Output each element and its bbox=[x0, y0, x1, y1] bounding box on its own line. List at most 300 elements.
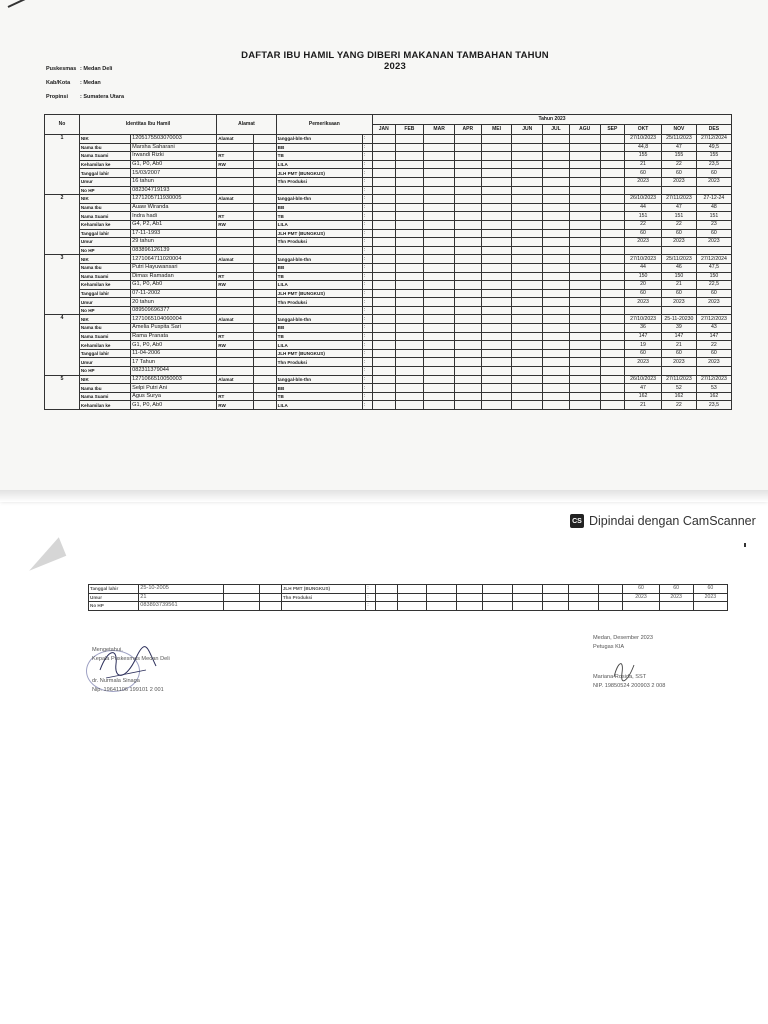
field-label: No HP bbox=[89, 602, 139, 611]
address-value bbox=[254, 203, 277, 212]
month-cell-nov: 47 bbox=[662, 203, 697, 212]
month-cell-okt: 27/10/2023 bbox=[625, 315, 662, 324]
month-cell-empty bbox=[481, 169, 512, 178]
month-cell-empty bbox=[481, 220, 512, 229]
field-value: Selpi Putri Ani bbox=[131, 384, 217, 393]
field-value: G1, P0, Ab0 bbox=[131, 341, 217, 350]
month-cell-empty bbox=[424, 212, 455, 221]
sig-left-line1: Mengetahui, bbox=[92, 647, 123, 653]
exam-label: Thn Produksi bbox=[276, 177, 362, 186]
month-cell-empty bbox=[373, 358, 396, 367]
address-value bbox=[254, 212, 277, 221]
month-cell-des: 49,5 bbox=[696, 143, 731, 152]
month-cell-empty bbox=[543, 367, 570, 376]
exam-colon: : bbox=[362, 298, 372, 307]
month-cell-okt: 44 bbox=[625, 263, 662, 272]
month-cell-nov: 2023 bbox=[659, 593, 693, 602]
table-row bbox=[45, 375, 732, 384]
scanned-page-2 bbox=[0, 540, 768, 1024]
month-cell-empty bbox=[512, 401, 543, 410]
meta-value: : Sumatera Utara bbox=[80, 94, 125, 100]
field-label: No HP bbox=[79, 246, 130, 255]
table-row bbox=[45, 229, 732, 238]
month-cell-empty bbox=[395, 315, 424, 324]
sig-left-line2: Kepala Puskesmas Medan Deli bbox=[92, 655, 170, 662]
month-cell-empty bbox=[455, 341, 482, 350]
month-cell-nov: 60 bbox=[662, 289, 697, 298]
address-label bbox=[217, 186, 254, 195]
table-row bbox=[45, 203, 732, 212]
address-value bbox=[254, 255, 277, 264]
exam-label: JLH PMT (BUNGKUS) bbox=[281, 585, 365, 594]
month-cell-empty bbox=[600, 306, 625, 315]
month-cell-nov: 21 bbox=[662, 281, 697, 290]
month-cell-nov: 52 bbox=[662, 384, 697, 393]
month-cell-des: 2023 bbox=[696, 298, 731, 307]
month-cell-empty bbox=[543, 602, 569, 611]
field-label: Nama Ibu bbox=[79, 324, 130, 333]
month-cell-empty bbox=[455, 306, 482, 315]
field-value: G4, P2, Ab1 bbox=[131, 220, 217, 229]
exam-label bbox=[276, 306, 362, 315]
month-cell-empty bbox=[455, 152, 482, 161]
month-cell-nov bbox=[662, 367, 697, 376]
month-cell-empty bbox=[455, 384, 482, 393]
month-cell-okt: 47 bbox=[625, 384, 662, 393]
month-cell-okt: 26/10/2023 bbox=[625, 195, 662, 204]
month-cell-empty bbox=[424, 341, 455, 350]
month-cell-empty bbox=[424, 186, 455, 195]
month-cell-empty bbox=[481, 349, 512, 358]
month-cell-empty bbox=[512, 602, 542, 611]
month-cell-empty bbox=[512, 220, 543, 229]
month-cell-empty bbox=[426, 602, 456, 611]
address-value bbox=[254, 135, 277, 144]
month-cell-empty bbox=[543, 229, 570, 238]
month-cell-empty bbox=[482, 585, 512, 594]
address-label bbox=[217, 289, 254, 298]
month-cell-empty bbox=[424, 349, 455, 358]
month-cell-empty bbox=[395, 177, 424, 186]
table-row bbox=[89, 585, 728, 594]
exam-colon: : bbox=[362, 306, 372, 315]
month-cell-nov: 2023 bbox=[662, 298, 697, 307]
address-value bbox=[254, 289, 277, 298]
month-cell-empty bbox=[373, 160, 396, 169]
month-cell-empty bbox=[395, 281, 424, 290]
table-row bbox=[45, 324, 732, 333]
address-label bbox=[217, 306, 254, 315]
sig-right-line1: Medan, Desember 2023 bbox=[593, 635, 654, 641]
month-cell-empty bbox=[424, 281, 455, 290]
month-cell-empty bbox=[481, 281, 512, 290]
month-cell-empty bbox=[424, 298, 455, 307]
month-cell-empty bbox=[600, 375, 625, 384]
month-cell-empty bbox=[543, 315, 570, 324]
month-cell-empty bbox=[395, 160, 424, 169]
month-cell-empty bbox=[373, 255, 396, 264]
month-cell-empty bbox=[569, 220, 600, 229]
month-cell-empty bbox=[512, 203, 543, 212]
exam-label: TB bbox=[276, 272, 362, 281]
month-cell-empty bbox=[482, 593, 512, 602]
month-cell-empty bbox=[395, 152, 424, 161]
field-label: Nama Ibu bbox=[79, 263, 130, 272]
month-cell-empty bbox=[455, 315, 482, 324]
month-cell-empty bbox=[426, 585, 456, 594]
month-cell-empty bbox=[424, 229, 455, 238]
exam-label: Thn Produksi bbox=[276, 238, 362, 247]
field-value: Indra hadi bbox=[131, 212, 217, 221]
month-cell-des: 155 bbox=[696, 152, 731, 161]
field-label: Umur bbox=[79, 238, 130, 247]
month-cell-empty bbox=[512, 375, 543, 384]
month-cell-des: 150 bbox=[696, 272, 731, 281]
month-cell-empty bbox=[569, 392, 600, 401]
exam-colon: : bbox=[362, 152, 372, 161]
address-label: Alamat bbox=[217, 135, 254, 144]
field-value: Agus Surya bbox=[131, 392, 217, 401]
month-cell-empty bbox=[569, 367, 600, 376]
exam-colon: : bbox=[362, 160, 372, 169]
exam-label: BB bbox=[276, 384, 362, 393]
header-no: No bbox=[45, 115, 80, 135]
month-cell-empty bbox=[395, 375, 424, 384]
address-label: Alamat bbox=[217, 315, 254, 324]
month-cell-empty bbox=[543, 298, 570, 307]
month-cell-empty bbox=[512, 255, 543, 264]
exam-colon: : bbox=[362, 332, 372, 341]
exam-label: Thn Produksi bbox=[281, 593, 365, 602]
address-value bbox=[254, 375, 277, 384]
exam-label: tanggal-bln-thn bbox=[276, 195, 362, 204]
field-value: 1271205711930005 bbox=[131, 195, 217, 204]
month-cell-empty bbox=[395, 143, 424, 152]
exam-colon: : bbox=[362, 195, 372, 204]
sig-right-nip: NIP. 19850524 200903 2 008 bbox=[593, 682, 666, 689]
month-cell-des: 2023 bbox=[693, 593, 727, 602]
field-value: 082311379044 bbox=[131, 367, 217, 376]
month-cell-empty bbox=[481, 367, 512, 376]
exam-label: Thn Produksi bbox=[276, 358, 362, 367]
month-cell-empty bbox=[395, 169, 424, 178]
field-label: Umur bbox=[79, 298, 130, 307]
month-cell-okt bbox=[625, 306, 662, 315]
field-value: 16 tahun bbox=[131, 177, 217, 186]
month-cell-empty bbox=[456, 585, 482, 594]
table-row bbox=[45, 186, 732, 195]
month-cell-empty bbox=[373, 186, 396, 195]
month-cell-empty bbox=[395, 298, 424, 307]
table-row bbox=[45, 246, 732, 255]
field-label: Nama Ibu bbox=[79, 203, 130, 212]
month-cell-okt: 44,8 bbox=[625, 143, 662, 152]
field-value: 11-04-2006 bbox=[131, 349, 217, 358]
field-value: 089509696377 bbox=[131, 306, 217, 315]
month-cell-nov bbox=[659, 602, 693, 611]
month-cell-nov: 151 bbox=[662, 212, 697, 221]
month-cell-empty bbox=[543, 401, 570, 410]
address-label bbox=[217, 298, 254, 307]
month-cell-empty bbox=[456, 593, 482, 602]
address-value bbox=[254, 263, 277, 272]
exam-label: Thn Produksi bbox=[276, 298, 362, 307]
exam-label: tanggal-bln-thn bbox=[276, 255, 362, 264]
month-cell-empty bbox=[600, 384, 625, 393]
meta-value: : Medan Deli bbox=[80, 66, 113, 72]
exam-label: BB bbox=[276, 143, 362, 152]
month-cell-empty bbox=[543, 281, 570, 290]
month-cell-empty bbox=[543, 195, 570, 204]
month-cell-empty bbox=[424, 177, 455, 186]
field-label: Nama Suami bbox=[79, 272, 130, 281]
meta-propinsi bbox=[46, 94, 124, 100]
month-cell-okt: 151 bbox=[625, 212, 662, 221]
month-cell-des: 43 bbox=[696, 324, 731, 333]
exam-label bbox=[276, 246, 362, 255]
month-cell-empty bbox=[543, 212, 570, 221]
header-month-okt: OKT bbox=[625, 125, 662, 135]
month-cell-empty bbox=[600, 315, 625, 324]
exam-colon: : bbox=[362, 263, 372, 272]
field-value: Irwandi Rizki bbox=[131, 152, 217, 161]
month-cell-empty bbox=[481, 212, 512, 221]
exam-label: TB bbox=[276, 332, 362, 341]
exam-colon: : bbox=[362, 229, 372, 238]
month-cell-des: 60 bbox=[696, 289, 731, 298]
month-cell-empty bbox=[569, 384, 600, 393]
month-cell-empty bbox=[543, 392, 570, 401]
exam-colon: : bbox=[362, 238, 372, 247]
month-cell-empty bbox=[455, 135, 482, 144]
month-cell-empty bbox=[481, 263, 512, 272]
month-cell-empty bbox=[600, 169, 625, 178]
month-cell-empty bbox=[512, 186, 543, 195]
month-cell-empty bbox=[424, 332, 455, 341]
month-cell-des: 27/12/2024 bbox=[696, 135, 731, 144]
month-cell-empty bbox=[543, 324, 570, 333]
month-cell-empty bbox=[395, 384, 424, 393]
month-cell-empty bbox=[512, 169, 543, 178]
month-cell-empty bbox=[455, 143, 482, 152]
month-cell-empty bbox=[456, 602, 482, 611]
month-cell-empty bbox=[395, 358, 424, 367]
month-cell-nov bbox=[662, 186, 697, 195]
field-label: Tanggal lahir bbox=[89, 585, 139, 594]
month-cell-empty bbox=[543, 358, 570, 367]
month-cell-empty bbox=[543, 186, 570, 195]
month-cell-nov: 2023 bbox=[662, 238, 697, 247]
address-value bbox=[254, 169, 277, 178]
month-cell-empty bbox=[481, 152, 512, 161]
month-cell-empty bbox=[373, 298, 396, 307]
month-cell-empty bbox=[599, 593, 623, 602]
header-month-mei: MEI bbox=[481, 125, 512, 135]
header-month-feb: FEB bbox=[395, 125, 424, 135]
address-label bbox=[217, 367, 254, 376]
field-value: Amelia Puspita Sari bbox=[131, 324, 217, 333]
address-value bbox=[254, 152, 277, 161]
month-cell-empty bbox=[481, 306, 512, 315]
month-cell-nov: 22 bbox=[662, 220, 697, 229]
month-cell-empty bbox=[373, 341, 396, 350]
header-month-mar: MAR bbox=[424, 125, 455, 135]
month-cell-empty bbox=[512, 238, 543, 247]
month-cell-empty bbox=[543, 593, 569, 602]
month-cell-empty bbox=[455, 332, 482, 341]
month-cell-empty bbox=[569, 160, 600, 169]
month-cell-nov: 46 bbox=[662, 263, 697, 272]
month-cell-nov bbox=[662, 246, 697, 255]
exam-colon: : bbox=[362, 186, 372, 195]
address-value bbox=[254, 272, 277, 281]
month-cell-empty bbox=[424, 392, 455, 401]
month-cell-empty bbox=[600, 367, 625, 376]
month-cell-empty bbox=[373, 392, 396, 401]
month-cell-des: 60 bbox=[696, 169, 731, 178]
month-cell-empty bbox=[395, 349, 424, 358]
month-cell-empty bbox=[373, 238, 396, 247]
month-cell-empty bbox=[600, 289, 625, 298]
month-cell-empty bbox=[600, 349, 625, 358]
field-value: 17-11-1993 bbox=[131, 229, 217, 238]
month-cell-empty bbox=[569, 593, 599, 602]
month-cell-empty bbox=[481, 375, 512, 384]
month-cell-empty bbox=[455, 238, 482, 247]
month-cell-empty bbox=[481, 160, 512, 169]
address-value bbox=[254, 324, 277, 333]
month-cell-empty bbox=[569, 332, 600, 341]
address-value bbox=[254, 332, 277, 341]
record-number: 5 bbox=[45, 375, 80, 409]
field-value: 17 Tahun bbox=[131, 358, 217, 367]
month-cell-empty bbox=[543, 332, 570, 341]
field-label: Kehamilan ke bbox=[79, 401, 130, 410]
month-cell-empty bbox=[373, 195, 396, 204]
month-cell-empty bbox=[512, 324, 543, 333]
address-value bbox=[254, 246, 277, 255]
month-cell-empty bbox=[424, 272, 455, 281]
month-cell-empty bbox=[569, 177, 600, 186]
month-cell-empty bbox=[512, 143, 543, 152]
month-cell-nov: 47 bbox=[662, 143, 697, 152]
month-cell-empty bbox=[600, 332, 625, 341]
table-row bbox=[45, 281, 732, 290]
month-cell-empty bbox=[395, 203, 424, 212]
address-label bbox=[217, 177, 254, 186]
month-cell-empty bbox=[512, 135, 543, 144]
month-cell-empty bbox=[600, 229, 625, 238]
month-cell-okt: 21 bbox=[625, 160, 662, 169]
month-cell-empty bbox=[600, 358, 625, 367]
month-cell-empty bbox=[455, 358, 482, 367]
month-cell-empty bbox=[481, 332, 512, 341]
address-label bbox=[217, 358, 254, 367]
table-row bbox=[45, 392, 732, 401]
month-cell-empty bbox=[373, 349, 396, 358]
address-value bbox=[254, 367, 277, 376]
field-value: 29 tahun bbox=[131, 238, 217, 247]
field-value: 20 tahun bbox=[131, 298, 217, 307]
month-cell-empty bbox=[395, 195, 424, 204]
address-label: RT bbox=[217, 392, 254, 401]
month-cell-empty bbox=[600, 238, 625, 247]
month-cell-empty bbox=[398, 593, 426, 602]
month-cell-empty bbox=[543, 375, 570, 384]
address-value bbox=[254, 195, 277, 204]
month-cell-empty bbox=[569, 135, 600, 144]
address-label bbox=[217, 229, 254, 238]
exam-label: LILA bbox=[276, 341, 362, 350]
exam-label: JLH PMT (BUNGKUS) bbox=[276, 289, 362, 298]
address-value bbox=[254, 177, 277, 186]
table-row bbox=[45, 152, 732, 161]
address-value bbox=[254, 358, 277, 367]
month-cell-empty bbox=[481, 255, 512, 264]
month-cell-okt: 60 bbox=[625, 289, 662, 298]
month-cell-empty bbox=[512, 212, 543, 221]
month-cell-empty bbox=[481, 229, 512, 238]
exam-label: BB bbox=[276, 324, 362, 333]
month-cell-empty bbox=[482, 602, 512, 611]
field-value: Auaw Wiranda bbox=[131, 203, 217, 212]
address-value bbox=[254, 384, 277, 393]
address-label: Alamat bbox=[217, 255, 254, 264]
exam-colon: : bbox=[362, 177, 372, 186]
month-cell-empty bbox=[512, 315, 543, 324]
month-cell-nov: 155 bbox=[662, 152, 697, 161]
month-cell-empty bbox=[512, 349, 543, 358]
exam-label: JLH PMT (BUNGKUS) bbox=[276, 169, 362, 178]
month-cell-nov: 162 bbox=[662, 392, 697, 401]
month-cell-empty bbox=[424, 263, 455, 272]
table-row bbox=[45, 401, 732, 410]
address-value bbox=[254, 220, 277, 229]
field-value: Putri Hayuwansari bbox=[131, 263, 217, 272]
month-cell-empty bbox=[373, 169, 396, 178]
month-cell-empty bbox=[543, 384, 570, 393]
exam-colon: : bbox=[362, 401, 372, 410]
signature-block-right bbox=[593, 634, 665, 690]
month-cell-empty bbox=[543, 289, 570, 298]
month-cell-empty bbox=[424, 246, 455, 255]
address-value bbox=[254, 298, 277, 307]
month-cell-empty bbox=[512, 281, 543, 290]
month-cell-empty bbox=[512, 152, 543, 161]
month-cell-nov: 60 bbox=[662, 169, 697, 178]
field-label: Tanggal lahir bbox=[79, 349, 130, 358]
field-label: NIK bbox=[79, 315, 130, 324]
table-row bbox=[45, 272, 732, 281]
month-cell-nov: 25/11/2023 bbox=[662, 255, 697, 264]
month-cell-empty bbox=[512, 160, 543, 169]
month-cell-empty bbox=[373, 263, 396, 272]
month-cell-empty bbox=[373, 246, 396, 255]
month-cell-empty bbox=[481, 392, 512, 401]
month-cell-des: 151 bbox=[696, 212, 731, 221]
month-cell-nov: 150 bbox=[662, 272, 697, 281]
month-cell-okt: 26/10/2023 bbox=[625, 375, 662, 384]
month-cell-empty bbox=[481, 177, 512, 186]
month-cell-empty bbox=[543, 160, 570, 169]
month-cell-empty bbox=[569, 306, 600, 315]
month-cell-empty bbox=[569, 349, 600, 358]
month-cell-empty bbox=[599, 585, 623, 594]
month-cell-empty bbox=[543, 152, 570, 161]
field-label: Kehamilan ke bbox=[79, 160, 130, 169]
table-row bbox=[45, 358, 732, 367]
header-month-sep: SEP bbox=[600, 125, 625, 135]
